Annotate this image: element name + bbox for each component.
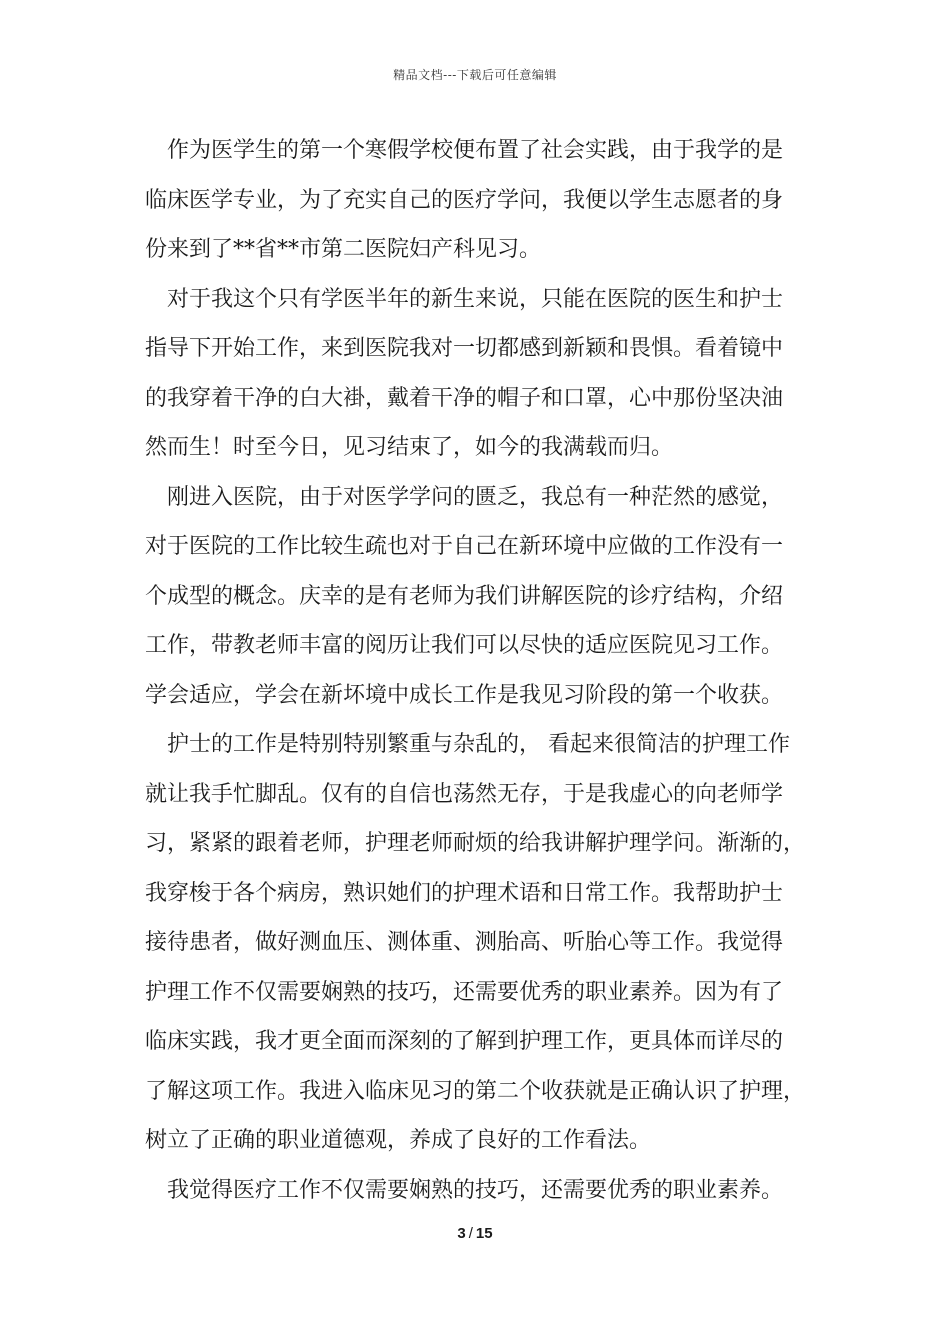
text-line: 临床实践，我才更全面而深刻的了解到护理工作，更具体而详尽的 (145, 1029, 784, 1054)
text-line: 指导下开始工作，来到医院我对一切都感到新颖和畏惧。看着镜中 (145, 336, 784, 361)
page-header: 精品文档---下载后可任意编辑 (393, 68, 557, 82)
text-line: 就让我手忙脚乱。仅有的自信也荡然无存，于是我虚心的向老师学 (145, 781, 784, 807)
current-page: 3 (457, 1225, 466, 1242)
text-line: 的我穿着干净的白大褂，戴着干净的帽子和口罩，心中那份坚决油 (145, 385, 784, 411)
paragraph (145, 1166, 810, 1216)
text-line: 工作，带教老师丰富的阅历让我们可以尽快的适应医院见习工作。 (145, 633, 784, 658)
text-line: 护士的工作是特别特别繁重与杂乱的， 看起来很简洁的护理工作 (167, 732, 790, 757)
text-line: 我穿梭于各个病房，熟识她们的护理术语和日常工作。我帮助护士 (145, 880, 784, 906)
paragraph (145, 720, 810, 1166)
page-separator: / (468, 1225, 473, 1242)
text-line: 我觉得医疗工作不仅需要娴熟的技巧，还需要优秀的职业素养。 (167, 1177, 784, 1203)
text-line: 树立了正确的职业道德观，养成了良好的工作看法。 (145, 1128, 652, 1153)
text-line: 习，紧紧的跟着老师，护理老师耐烦的给我讲解护理学问。渐渐的， (145, 831, 806, 856)
text-line: 护理工作不仅需要娴熟的技巧，还需要优秀的职业素养。因为有了 (145, 979, 784, 1005)
text-line: 作为医学生的第一个寒假学校便布置了社会实践，由于我学的是 (167, 138, 784, 163)
text-line: 对于医院的工作比较生疏也对于自己在新环境中应做的工作没有一 (145, 534, 784, 559)
text-line: 临床医学专业，为了充实自己的医疗学问，我便以学生志愿者的身 (145, 187, 784, 213)
total-pages: 15 (475, 1225, 493, 1242)
text-line: 学会适应，学会在新坏境中成长工作是我见习阶段的第一个收获。 (145, 682, 784, 708)
text-line: 刚进入医院，由于对医学学问的匮乏，我总有一种茫然的感觉， (167, 484, 784, 510)
paragraph (145, 275, 810, 473)
paragraph (145, 126, 810, 275)
text-line: 了解这项工作。我进入临床见习的第二个收获就是正确认识了护理， (145, 1078, 806, 1104)
text-line: 接待患者，做好测血压、测体重、测胎高、听胎心等工作。我觉得 (145, 930, 784, 955)
text-line: 然而生！时至今日，见习结束了，如今的我满载而归。 (145, 435, 674, 460)
text-line: 份来到了**省**市第二医院妇产科见习。 (145, 237, 542, 262)
paragraph (145, 473, 810, 721)
text-line: 个成型的概念。庆幸的是有老师为我们讲解医院的诊疗结构，介绍 (145, 583, 784, 609)
document-body (145, 126, 810, 1215)
page-number (0, 1225, 950, 1242)
text-line: 对于我这个只有学医半年的新生来说，只能在医院的医生和护士 (167, 286, 784, 312)
